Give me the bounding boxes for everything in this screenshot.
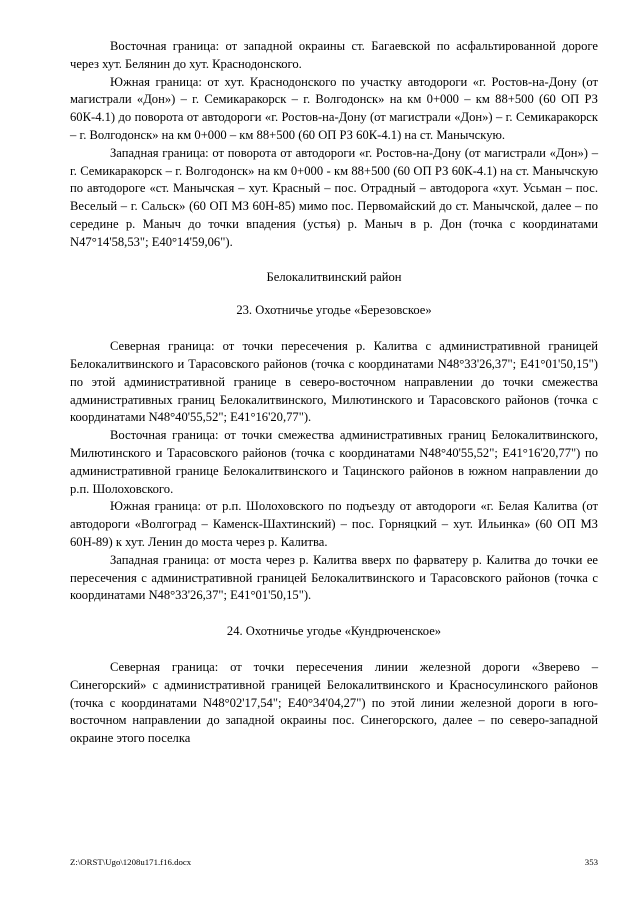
- section-23-heading: 23. Охотничье угодье «Березовское»: [236, 303, 432, 318]
- district-heading: Белокалитвинский район: [266, 269, 402, 284]
- section-23-south-border: Южная граница: от р.п. Шолоховского по подъезду от автодороги «г. Белая Калитва (от автодороги «Волгоград – Каменск-Шахтинский) – пос. Горняцкий – хут. Ильинка» (60 ОП МЗ 60Н-89) к хут. Ленин до моста через р. Калитва.: [70, 499, 598, 549]
- section-23-east-border: Восточная граница: от точки смежества административных границ Белокалитвинского, Милютинского и Тарасовского районов (точка с координатами N48°40'55,52"; E41°16'20,77") по административной границе Белокалитвинского и Тацинского районов в южном направлении до р.п. Шолоховского.: [70, 428, 598, 496]
- footer-file-path: Z:\ORST\Ugo\1208u171.f16.docx: [70, 857, 192, 867]
- section-24-heading: 24. Охотничье угодье «Кундрюченское»: [226, 624, 442, 639]
- paragraph-south-border-a: Южная граница: от хут. Краснодонского по участку автодороги «г. Ростов-на-Дону (от магистрали «Дон») – г. Семикаракорск – г. Волгодонск» на км 0+000 – км 88+500 (60 ОП РЗ 60К-4.1) до поворота от автодороги «г. Ростов-на-Дону (от магистрали «Дон») – г. Семикаракорск – г. Волгодонск» на км 0+000 – км 88+500 (60 ОП РЗ 60К-4.1) на ст. Манычскую.: [70, 74, 598, 142]
- footer-page-number: 353: [584, 857, 598, 867]
- section-23-north-border: Северная граница: от точки пересечения р. Калитва с административной границей Белокалитвинского и Тарасовского районов (точка с координатами N48°33'26,37"; E41°01'50,15") по этой административной границе в северо-восточном направлении до точки смежества административных границ Белокалитвинского, Милютинского и Тарасовского районов (точка с координатами N48°40'55,52"; E41°16'20,77").: [70, 339, 598, 425]
- paragraph-west-border-a: Западная граница: от поворота от автодороги «г. Ростов-на-Дону (от магистрали «Дон») – г. Семикаракорск – г. Волгодонск» на км 0+000 - км 88+500 (60 ОП РЗ 60К-4.1) на ст. Манычскую по автодороге «ст. Манычская – хут. Красный – пос. Отрадный – автодорога «хут. Усьман – пос. Веселый – г. Сальск» (60 ОП МЗ 60Н-85) мимо пос. Первомайский до ст. Манычской, далее – по середине р. Маныч до точки впадения (устья) р. Маныч в р. Дон (точка с координатами N47°14'58,53"; E40°14'59,06").: [70, 145, 598, 249]
- document-body: [70, 38, 598, 748]
- section-23-west-border: Западная граница: от моста через р. Калитва вверх по фарватеру р. Калитва до точки ее пересечения с административной границей Белокалитвинского и Тарасовского районов (точка с координатами N48°33'26,37"; E41°01'50,15").: [70, 552, 598, 603]
- paragraph-east-border-a: Восточная граница: от западной окраины ст. Багаевской по асфальтированной дороге через хут. Белянин до хут. Краснодонского.: [70, 39, 598, 71]
- section-24-north-border: Северная граница: от точки пересечения линии железной дороги «Зверево – Синегорский» с административной границей Белокалитвинского и Красносулинского районов (точка с координатами N48°02'17,54"; E40°34'04,27") по этой линии железной дороги в юго-восточном направлении до западной окраины пос. Синегорского, далее – по северо-западной окраине этого поселка: [70, 659, 598, 746]
